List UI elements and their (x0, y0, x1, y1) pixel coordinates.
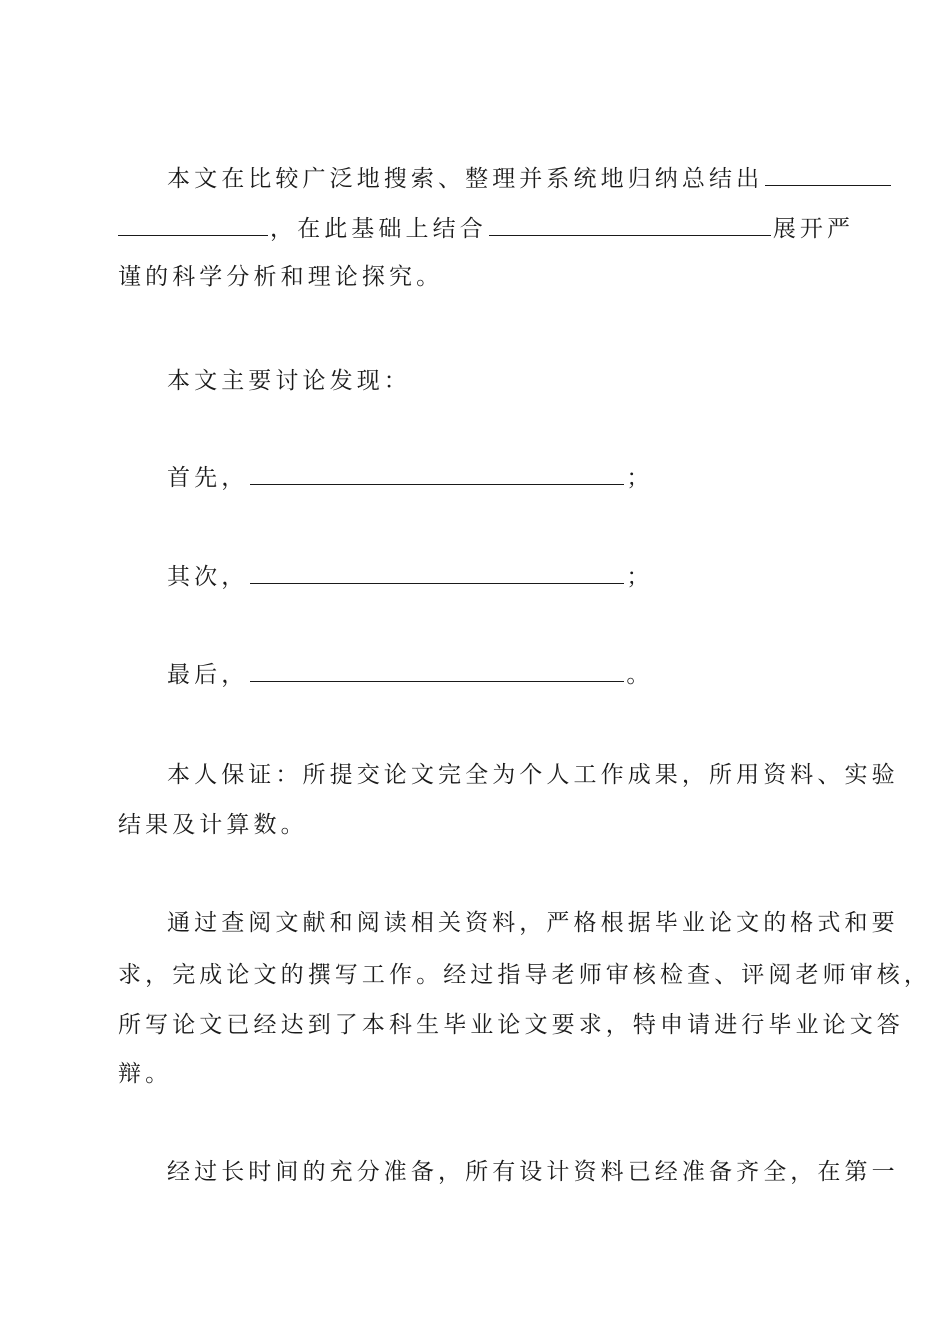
paragraph-4-text-3: 所写论文已经达到了本科生毕业论文要求，特申请进行毕业论文答 (118, 1012, 904, 1038)
paragraph-4-text-2: 求，完成论文的撰写工作。经过指导老师审核检查、评阅老师审核， (118, 962, 931, 988)
paragraph-3-line-2 (118, 810, 308, 840)
finding-second-punct: ； (626, 564, 654, 590)
guarantee-tail: 结果及计算数。 (118, 812, 308, 838)
paragraph-5-text: 经过长时间的充分准备，所有设计资料已经准备齐全，在第一 (167, 1159, 899, 1185)
paragraph-1-line-2 (118, 213, 854, 244)
paragraph-4-text-4: 辩。 (118, 1061, 173, 1087)
paragraph-1-line-1 (167, 163, 893, 194)
finding-second-label: 其次， (167, 564, 249, 590)
fill-in-blank[interactable] (250, 561, 624, 584)
finding-last-punct: 。 (626, 662, 654, 688)
paragraph-1-text: 本文在比较广泛地搜索、整理并系统地归纳总结出 (167, 166, 764, 192)
fill-in-blank[interactable] (250, 462, 624, 485)
fill-in-blank[interactable] (250, 659, 624, 682)
findings-intro: 本文主要讨论发现： (167, 368, 411, 394)
paragraph-4-line-4 (118, 1059, 172, 1089)
paragraph-1-line-3 (118, 262, 443, 292)
fill-in-blank[interactable] (489, 213, 771, 236)
guarantee-text: 本人保证：所提交论文完全为个人工作成果，所用资料、实验 (167, 762, 899, 788)
finding-first (167, 462, 653, 493)
paragraph-4-text-1: 通过查阅文献和阅读相关资料，严格根据毕业论文的格式和要 (167, 910, 899, 936)
finding-last (167, 659, 653, 690)
paragraph-3-line-1 (167, 760, 899, 790)
paragraph-5-line-1 (167, 1157, 899, 1187)
finding-first-label: 首先， (167, 465, 249, 491)
finding-first-punct: ； (626, 465, 654, 491)
paragraph-4-line-3 (118, 1010, 904, 1040)
paragraph-1-tail: 谨的科学分析和理论探究。 (118, 264, 444, 290)
paragraph-2 (167, 366, 411, 396)
paragraph-4-line-1 (167, 908, 899, 938)
fill-in-blank[interactable] (765, 163, 891, 186)
fill-in-blank[interactable] (118, 213, 268, 236)
finding-second (167, 561, 653, 592)
paragraph-1-continuation: 展开严 (772, 216, 855, 242)
finding-last-label: 最后， (167, 662, 249, 688)
paragraph-1-connector: ，在此基础上结合 (270, 216, 487, 242)
paragraph-4-line-2 (118, 960, 931, 990)
